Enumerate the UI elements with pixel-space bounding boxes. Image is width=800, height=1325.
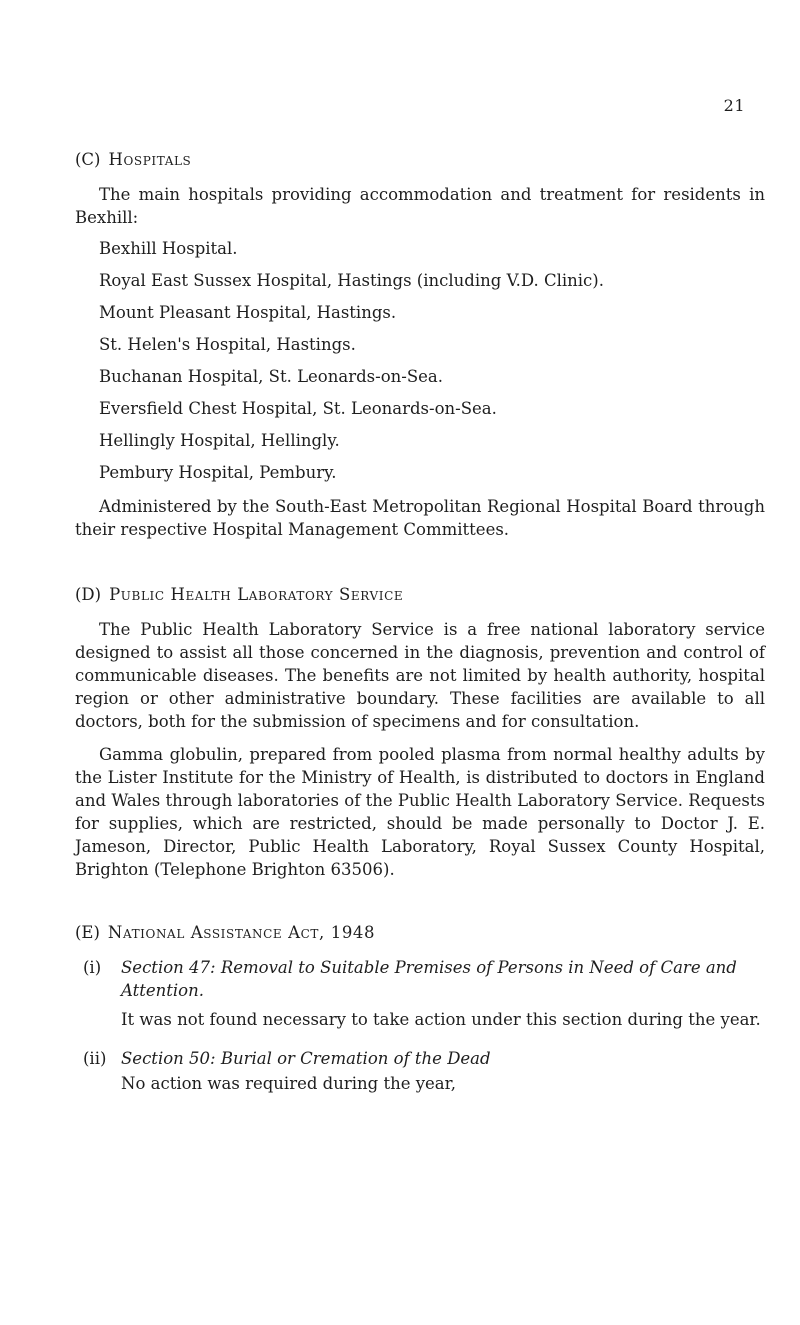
section-label: (C) bbox=[75, 150, 101, 169]
section-label: (E) bbox=[75, 923, 100, 942]
section-national-assistance-act bbox=[75, 921, 765, 1095]
section-hospitals bbox=[75, 148, 765, 541]
section-heading-hospitals bbox=[75, 148, 765, 171]
list-item: Buchanan Hospital, St. Leonards-on-Sea. bbox=[99, 367, 443, 386]
section-heading-national-assistance bbox=[75, 921, 765, 944]
gamma-globulin-paragraph: Gamma globulin, prepared from pooled plasma from normal healthy adults by the Lister Institute for the Ministry of Health, is distributed to doctors in England and Wales through laboratories of the Public Health Laboratory Service. Requests for supplies, which are restricted, should be made personally to Doctor J. E. Jameson, Director, Public Health Laboratory, Royal Sussex County Hospital, Brighton (Telephone Brighton 63506). bbox=[75, 745, 765, 879]
subsection-body: It was not found necessary to take action under this section during the year. bbox=[121, 1010, 761, 1029]
subsection-number: (ii) bbox=[83, 1049, 107, 1068]
page-number: 21 bbox=[723, 96, 745, 115]
laboratory-paragraph: The Public Health Laboratory Service is a free national laboratory service designed to assist all those concerned in the diagnosis, prevention and control of communicable diseases. The benefits are not limited by health authority, hospital region or other administrative boundary. These facilities are available to all doctors, both for the submission of specimens and for consultation. bbox=[75, 620, 765, 731]
list-item: Mount Pleasant Hospital, Hastings. bbox=[99, 303, 397, 322]
subsection-body: No action was required during the year, bbox=[121, 1074, 456, 1093]
hospitals-administration-note: Administered by the South-East Metropolitan Regional Hospital Board through their respective Hospital Management Committees. bbox=[75, 497, 765, 539]
section-title: National Assistance Act, 1948 bbox=[107, 923, 376, 942]
section-title: Public Health Laboratory Service bbox=[109, 585, 404, 604]
section-title: Hospitals bbox=[108, 150, 192, 169]
section-label: (D) bbox=[75, 585, 102, 604]
list-item: Eversfield Chest Hospital, St. Leonards-on-Sea. bbox=[99, 399, 497, 418]
page-content bbox=[75, 148, 765, 1095]
hospitals-intro: The main hospitals providing accommodation and treatment for residents in Bexhill: bbox=[75, 185, 765, 227]
list-item: Royal East Sussex Hospital, Hastings (including V.D. Clinic). bbox=[99, 271, 604, 290]
list-item: Pembury Hospital, Pembury. bbox=[99, 463, 337, 482]
subsection-section-50 bbox=[75, 1047, 765, 1095]
list-item: Hellingly Hospital, Hellingly. bbox=[99, 431, 340, 450]
hospital-list bbox=[75, 239, 765, 483]
subsection-section-47 bbox=[75, 956, 765, 1031]
subsection-title: Section 47: Removal to Suitable Premises of Persons in Need of Care and Attention. bbox=[121, 958, 737, 1000]
list-item: St. Helen's Hospital, Hastings. bbox=[99, 335, 356, 354]
section-public-health-laboratory bbox=[75, 583, 765, 881]
subsection-number: (i) bbox=[83, 958, 102, 977]
list-item: Bexhill Hospital. bbox=[99, 239, 238, 258]
section-heading-laboratory bbox=[75, 583, 765, 606]
subsection-title: Section 50: Burial or Cremation of the Dead bbox=[121, 1049, 491, 1068]
